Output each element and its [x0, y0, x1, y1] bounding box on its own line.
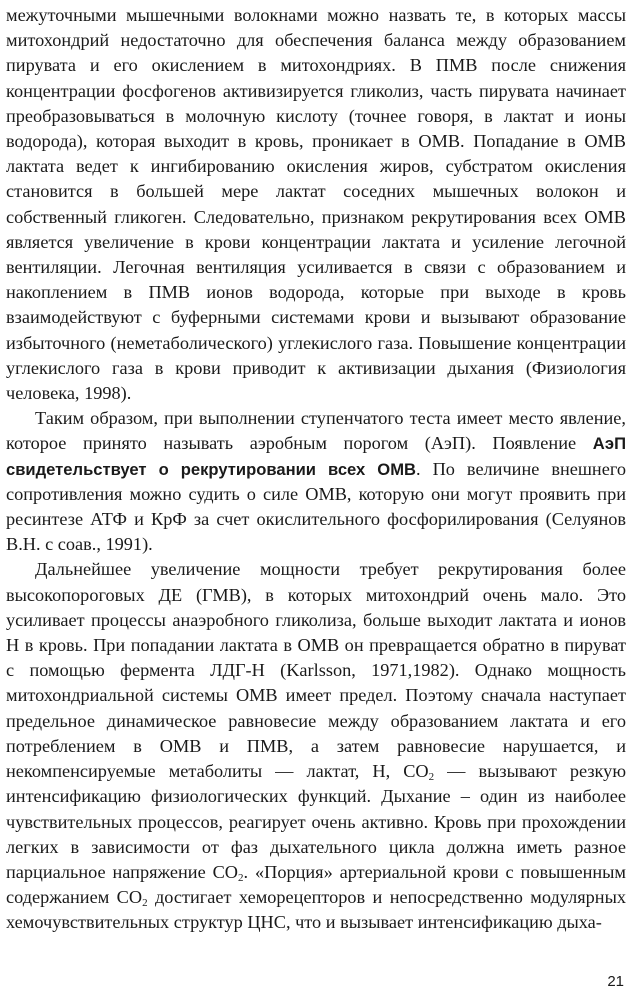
- emphasis-text: АэП свидетельствует о рекрутировании всех ОМВ: [6, 434, 626, 479]
- paragraph-1: [6, 3, 626, 406]
- paragraph-3-text-2: — вызывают резкую интенсификацию физиологических функций. Дыхание – один из наиболее чувствительных процессов, реагирует очень активно. Кровь при прохождении легких в зависимости от фаз дыхательного цикла должна иметь разное парциальное напряжение СО: [6, 761, 626, 882]
- paragraph-2-text-start: Таким образом, при выполнении ступенчатого теста имеет место явление, которое принято называть аэробным порогом (АэП). Появление: [6, 408, 626, 454]
- page-number: 21: [607, 973, 624, 990]
- paragraph-3-text-1: Дальнейшее увеличение мощности требует рекрутирования более высокопороговых ДЕ (ГМВ), в которых митохондрий очень мало. Это усиливает процессы анаэробного гликолиза, больше выходит лактата и ионов Н в кровь. При попадании лактата в ОМВ он превращается обратно в пируват с помощью фермента ЛДГ-Н (Karlsson, 1971,1982). Однако мощность митохондриальной системы ОМВ имеет предел. Поэтому сначала наступает предельное динамическое равновесие между образованием лактата и его потреблением в ОМВ и ПМВ, а затем равновесие нарушается, и некомпенсируемые метаболиты — лактат, Н, СО: [6, 559, 626, 782]
- subscript-2: 2: [142, 897, 148, 910]
- paragraph-2: [6, 406, 626, 557]
- paragraph-3-text-3: . «Порция» артериальной крови с повышенным содержанием СО: [6, 861, 626, 908]
- subscript-2: 2: [238, 871, 244, 884]
- paragraph-2-text-end: . По величине внешнего сопротивления можно судить о силе ОМВ, которую они могут проявить при ресинтезе АТФ и КрФ за счет окислительного фосфорилирования (Селуянов В.Н. с соав., 1991).: [6, 458, 627, 555]
- paragraph-3: [6, 557, 626, 935]
- paragraph-3-text-4: достигает хеморецепторов и непосредственно модулярных хемочувствительных структур ЦНС, что и вызывает интенсификацию дыха-: [6, 887, 627, 933]
- subscript-2: 2: [428, 771, 435, 784]
- body-text: [6, 3, 626, 936]
- paragraph-1-text: межуточными мышечными волокнами можно назвать те, в которых массы митохондрий недостаточно для обеспечения баланса между образованием пирувата и его окислением в митохондриях. В ПМВ после снижения концентрации фосфогенов активизируется гликолиз, часть пирувата начинает преобразовываться в молочную кислоту (точнее говоря, в лактат и ионы водорода), которая выходит в кровь, проникает в ОМВ. Попадание в ОМВ лактата ведет к ингибированию окисления жиров, субстратом окисления становится в большей мере лактат соседних мышечных волокон и собственный гликоген. Следовательно, признаком рекрутирования всех ОМВ является увеличение в крови концентрации лактата и усиление легочной вентиляции. Легочная вентиляция усиливается в связи с образованием и накоплением в ПМВ ионов водорода, которые при выходе в кровь взаимодействуют с буферными системами крови и вызывают образование избыточного (неметаболического) углекислого газа. Повышение концентрации углекислого газа в крови приводит к активизации дыхания (Физиология человека, 1998).: [6, 5, 626, 404]
